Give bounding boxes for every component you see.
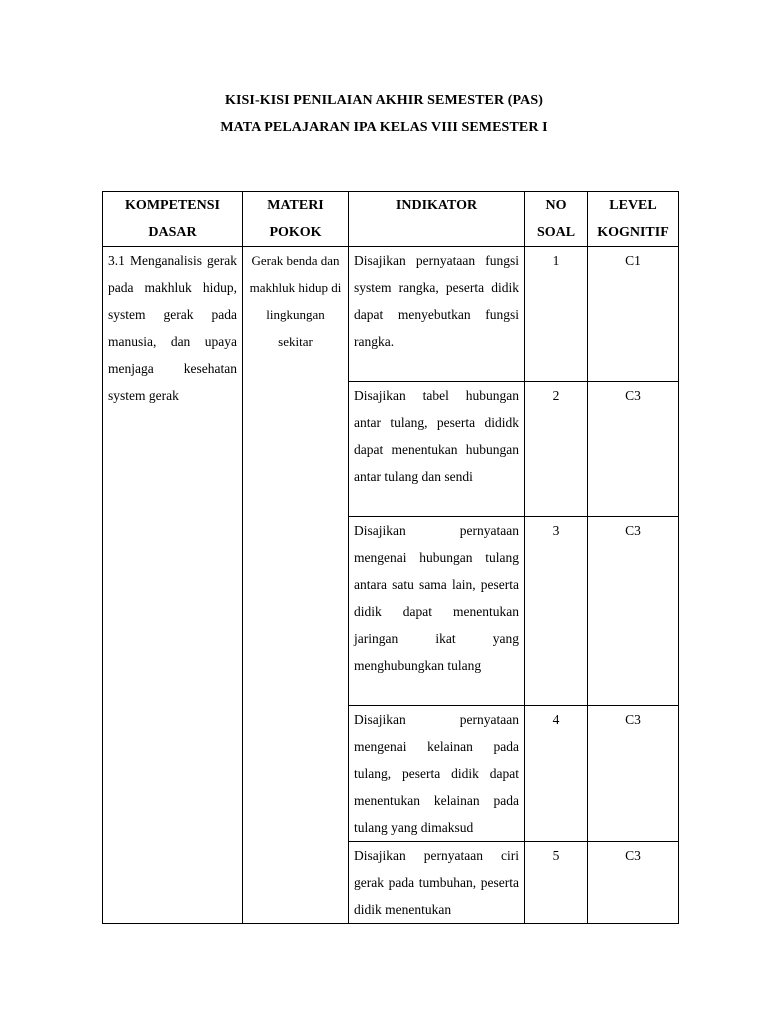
kisi-kisi-table bbox=[102, 191, 679, 924]
header-kompetensi-dasar bbox=[103, 192, 243, 247]
header-no-line2: SOAL bbox=[536, 225, 576, 240]
level-kognitif-cell: C3 bbox=[588, 517, 679, 706]
header-indikator bbox=[349, 192, 525, 247]
header-indikator-label: INDIKATOR bbox=[395, 198, 478, 213]
document-title: KISI-KISI PENILAIAN AKHIR SEMESTER (PAS) bbox=[224, 93, 544, 108]
indikator-cell: Disajikan pernyataan mengenai kelainan pada tulang, peserta didik dapat menentukan kelainan pada tulang yang dimaksud bbox=[349, 706, 525, 842]
indikator-cell: Disajikan tabel hubungan antar tulang, peserta dididk dapat menentukan hubungan antar tulang dan sendi bbox=[349, 382, 525, 517]
no-soal-cell: 5 bbox=[525, 842, 588, 924]
header-kd-line1: KOMPETENSI bbox=[125, 198, 220, 213]
level-kognitif-cell: C3 bbox=[588, 842, 679, 924]
no-soal-cell: 1 bbox=[525, 247, 588, 382]
indikator-cell: Disajikan pernyataan fungsi system rangka, peserta didik dapat menyebutkan fungsi rangka. bbox=[349, 247, 525, 382]
table-row bbox=[103, 247, 679, 382]
header-level-kognitif bbox=[588, 192, 679, 247]
header-level-line2: KOGNITIF bbox=[597, 225, 669, 240]
indikator-cell: Disajikan pernyataan mengenai hubungan tulang antara satu sama lain, peserta didik dapat menentukan jaringan ikat yang menghubungkan tulang bbox=[349, 517, 525, 706]
level-kognitif-cell: C3 bbox=[588, 706, 679, 842]
materi-pokok-cell: Gerak benda dan makhluk hidup di lingkungan sekitar bbox=[243, 247, 349, 924]
header-level-line1: LEVEL bbox=[609, 198, 657, 213]
document-subtitle: MATA PELAJARAN IPA KELAS VIII SEMESTER I bbox=[220, 120, 548, 135]
no-soal-cell: 3 bbox=[525, 517, 588, 706]
level-kognitif-cell: C1 bbox=[588, 247, 679, 382]
table-header-row bbox=[103, 192, 679, 247]
indikator-cell: Disajikan pernyataan ciri gerak pada tumbuhan, peserta didik menentukan bbox=[349, 842, 525, 924]
no-soal-cell: 4 bbox=[525, 706, 588, 842]
level-kognitif-cell: C3 bbox=[588, 382, 679, 517]
header-no-soal bbox=[525, 192, 588, 247]
header-materi-line1: MATERI bbox=[267, 198, 324, 213]
no-soal-cell: 2 bbox=[525, 382, 588, 517]
header-kd-line2: DASAR bbox=[148, 225, 197, 240]
header-materi-pokok bbox=[243, 192, 349, 247]
kompetensi-dasar-cell: 3.1 Menganalisis gerak pada makhluk hidup, system gerak pada manusia, dan upaya menjaga kesehatan system gerak bbox=[103, 247, 243, 924]
header-no-line1: NO bbox=[545, 198, 567, 213]
header-materi-line2: POKOK bbox=[269, 225, 322, 240]
